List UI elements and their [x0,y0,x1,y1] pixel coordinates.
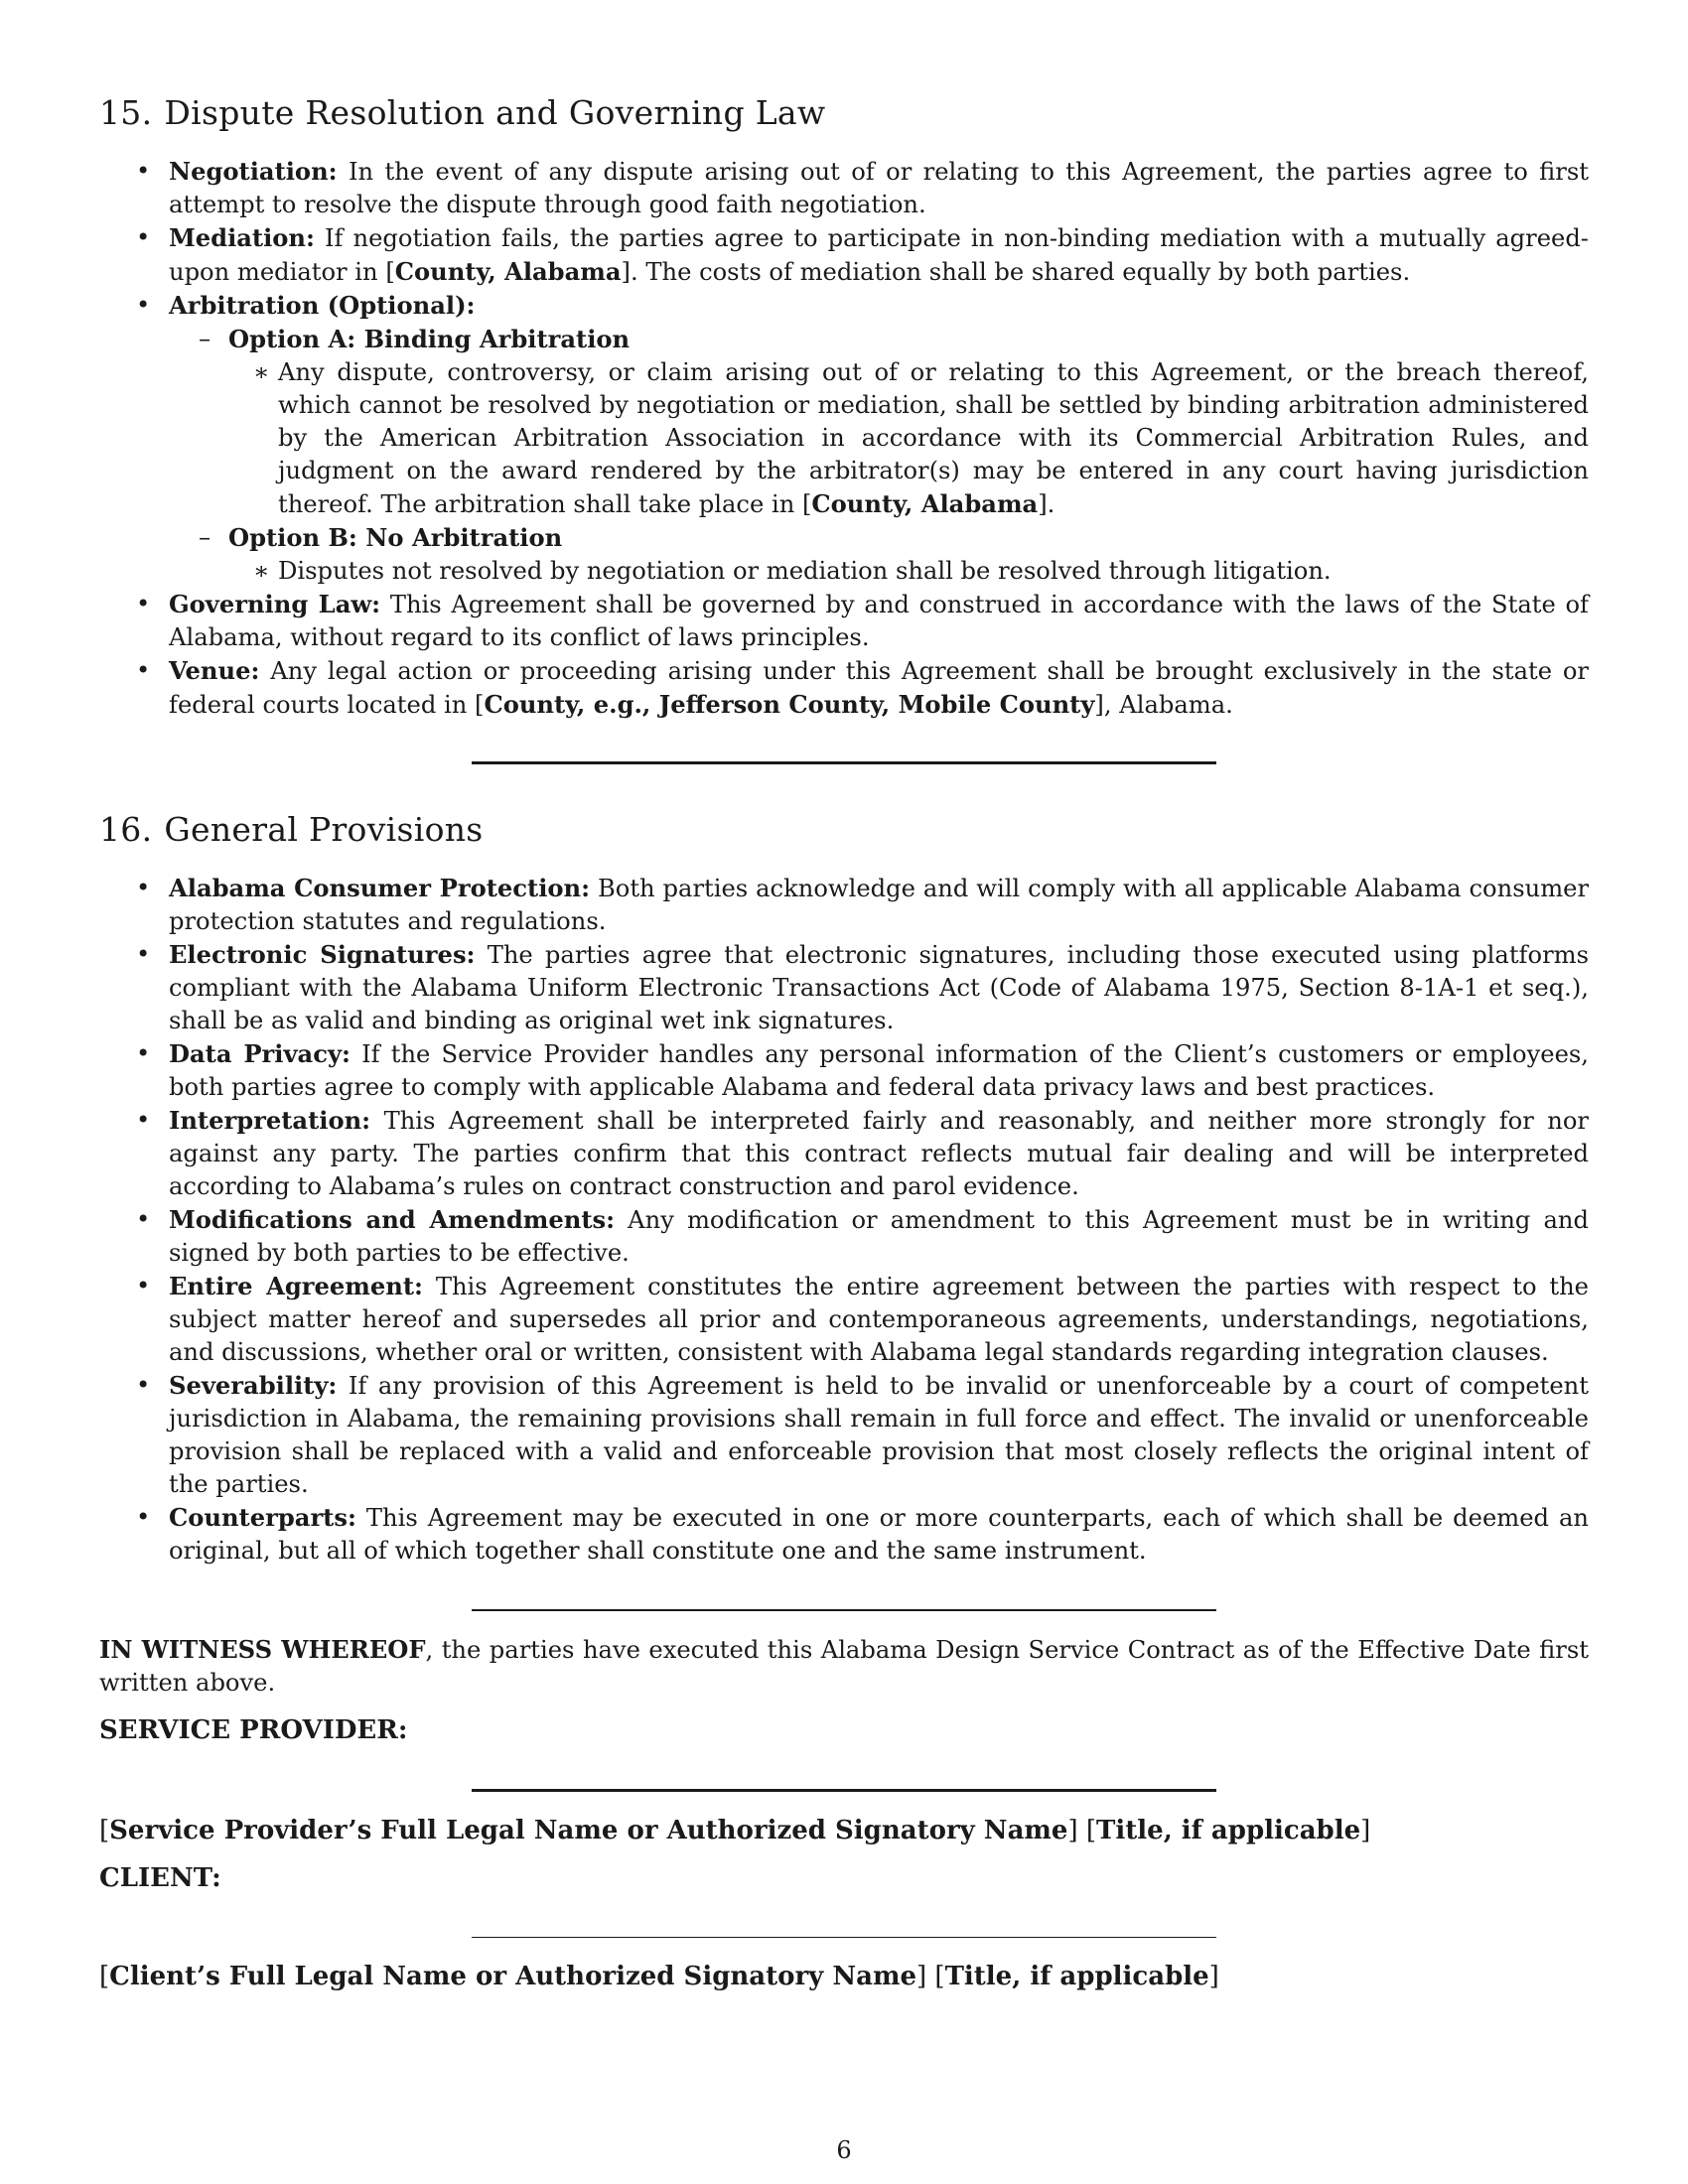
placeholder-county: County, e.g., Jefferson County, Mobile County [484,690,1095,719]
item-label: Mediation: [169,223,315,252]
list-item [99,938,1589,1037]
item-text: ]. The costs of mediation shall be shared equally by both parties. [621,258,1411,286]
item-label: Alabama Consumer Protection: [169,874,591,902]
item-text: If the Service Provider handles any personal information of the Client’s customers or employees, both parties agree to comply with applicable Alabama and federal data privacy laws and best practices. [169,1040,1589,1101]
section-number: 15. [99,93,153,132]
title-placeholder: Title, if applicable [1096,1815,1361,1845]
section-15-heading [99,91,1589,135]
item-text: This Agreement shall be governed by and construed in accordance with the laws of the State of Alabama, without regard to its conflict of laws principles. [169,591,1589,651]
option-label: Option A: Binding Arbitration [228,325,631,353]
list-item [99,872,1589,938]
item-label: Arbitration (Optional): [169,291,476,320]
item-text: In the event of any dispute arising out of or relating to this Agreement, the parties agree to first attempt to resolve the dispute through good faith negotiation. [169,158,1589,218]
option-b [169,521,1589,588]
page-number: 6 [836,2136,852,2164]
signature-line-service-provider [472,1789,1216,1792]
list-item [99,1104,1589,1203]
item-text: The parties agree that electronic signatures, including those executed using platforms compliant with the Alabama Uniform Electronic Transactions Act (Code of Alabama 1975, Section 8-1A-1 et seq.), shall be as valid and binding as original wet ink signatures. [169,941,1589,1034]
service-provider-name-line: [Service Provider’s Full Legal Name or Authorized Signatory Name] [Title, if applicable] [99,1815,1371,1845]
item-label: Negotiation: [169,157,338,186]
option-a [169,323,1589,521]
list-item [99,1203,1589,1270]
option-a-text [228,356,1589,521]
item-text: Any dispute, controversy, or claim arising out of or relating to this Agreement, or the breach thereof, which cannot be resolved by negotiation or mediation, shall be settled by binding arbitration administered by the American Arbitration Association in accordance with its Commercial Arbitration Rules, and judgment on the award rendered by the arbitrator(s) may be entered in any court having jurisdiction thereof. The arbitration shall take place in [ [278,358,1589,518]
section-title: Dispute Resolution and Governing Law [164,93,826,132]
item-text: If any provision of this Agreement is held to be invalid or unenforceable by a court of competent jurisdiction in Alabama, the remaining provisions shall remain in full force and effect. The invalid or unenforceable provision shall be replaced with a valid and enforceable provision that most closely reflects the original intent of the parties. [169,1372,1589,1498]
client-name-line: [Client’s Full Legal Name or Authorized Signatory Name] [Title, if applicable] [99,1962,1219,1991]
list-item [99,1501,1589,1568]
list-item-venue [99,654,1589,722]
page-content [99,91,1589,1993]
item-label: Electronic Signatures: [169,940,476,969]
item-label: Modifications and Amendments: [169,1205,616,1234]
section-number: 16. [99,810,153,849]
section-16-list [99,872,1589,1568]
list-item [99,1270,1589,1369]
item-label: Interpretation: [169,1106,371,1135]
arbitration-options [169,323,1589,588]
item-text: This Agreement constitutes the entire agreement between the parties with respect to the subject matter hereof and supersedes all prior and contemporaneous agreements, understandings, negotiations, and discussions, whether oral or written, consistent with Alabama legal standards regarding integration clauses. [169,1273,1589,1366]
item-label: Venue: [169,656,260,685]
item-text: Disputes not resolved by negotiation or mediation shall be resolved through litigation. [278,557,1332,585]
placeholder-county: County, Alabama [811,489,1039,518]
item-label: Data Privacy: [169,1039,351,1068]
item-label: Severability: [169,1371,338,1400]
witness-heading: IN WITNESS WHEREOF [99,1634,426,1664]
signature-line-client [472,1937,1216,1939]
item-text: This Agreement shall be interpreted fairly and reasonably, and neither more strongly for nor against any party. The parties confirm that this contract reflects mutual fair dealing and will be interpreted according to Alabama’s rules on contract construction and parol evidence. [169,1107,1589,1200]
list-item-negotiation [99,155,1589,221]
item-text: ], Alabama. [1094,691,1233,719]
item-label: Counterparts: [169,1503,356,1532]
witness-paragraph [99,1633,1589,1700]
section-15-list [99,155,1589,722]
service-provider-heading: SERVICE PROVIDER: [99,1714,408,1745]
section-divider [472,1609,1216,1611]
item-text: ]. [1038,490,1055,518]
option-b-text [228,555,1589,588]
list-item-arbitration [99,289,1589,588]
title-placeholder: Title, if applicable [944,1962,1209,1991]
placeholder-county: County, Alabama [394,257,622,286]
name-placeholder: Service Provider’s Full Legal Name or Authorized Signatory Name [109,1815,1068,1845]
option-label: Option B: No Arbitration [228,523,563,552]
item-text: This Agreement may be executed in one or more counterparts, each of which shall be deemed an original, but all of which together shall constitute one and the same instrument. [169,1504,1589,1565]
item-label: Governing Law: [169,590,381,618]
item-label: Entire Agreement: [169,1272,423,1300]
list-item-mediation [99,221,1589,289]
witness-text: , the parties have executed this Alabama Design Service Contract as of the Effective Date first written above. [99,1635,1589,1697]
list-item-governing-law [99,588,1589,654]
name-placeholder: Client’s Full Legal Name or Authorized Signatory Name [109,1962,916,1991]
section-16-heading [99,808,1589,852]
section-divider [472,761,1216,764]
option-b-details [228,555,1589,588]
section-title: General Provisions [164,810,484,849]
item-text: Any legal action or proceeding arising under this Agreement shall be brought exclusively in the state or federal courts located in [ [169,657,1589,719]
item-text: Both parties acknowledge and will comply with all applicable Alabama consumer protection statutes and regulations. [169,875,1589,935]
list-item [99,1369,1589,1501]
list-item [99,1037,1589,1104]
option-a-details [228,356,1589,521]
item-text: Any modification or amendment to this Agreement must be in writing and signed by both parties to be effective. [169,1206,1589,1267]
client-heading: CLIENT: [99,1862,221,1893]
item-text: If negotiation fails, the parties agree to participate in non-binding mediation with a mutually agreed-upon mediator in [ [169,224,1589,286]
